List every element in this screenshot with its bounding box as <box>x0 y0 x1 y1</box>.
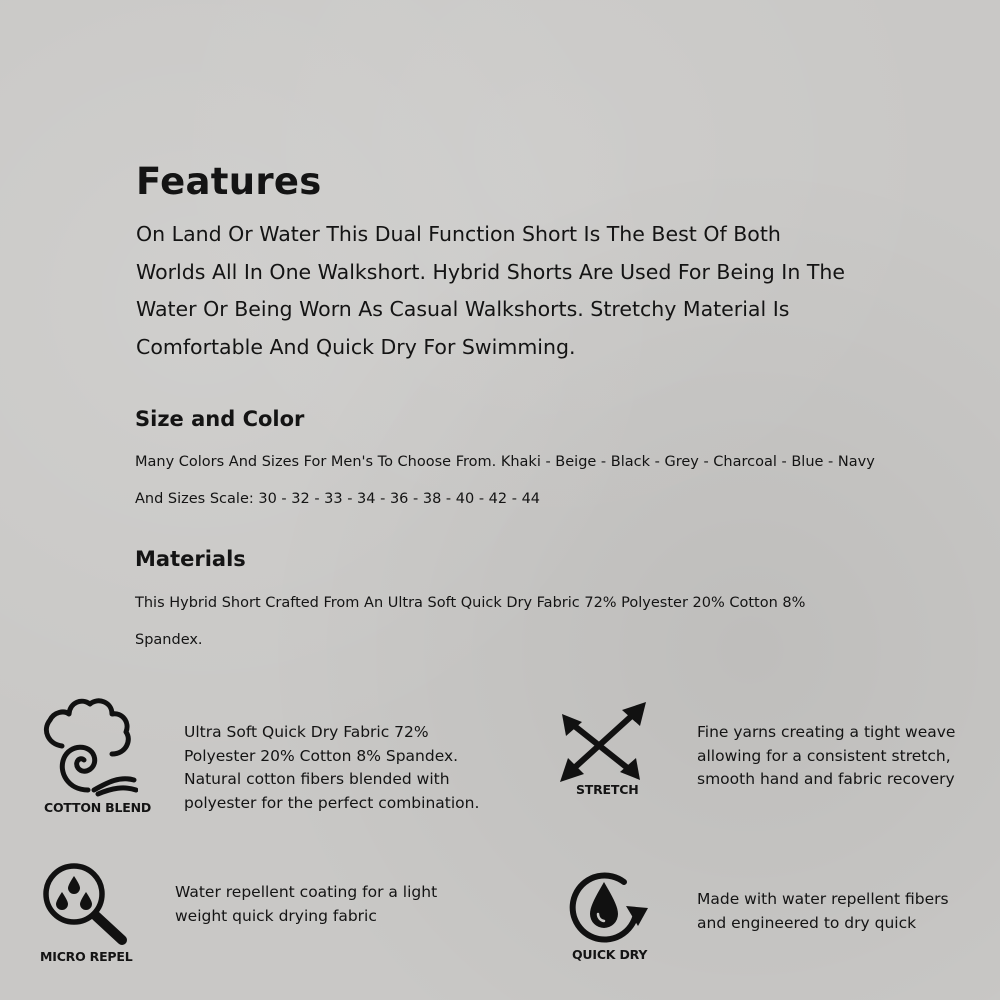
stretch-text: Fine yarns creating a tight weave allowing for a consistent stretch, smooth hand and fabric recovery <box>697 723 956 788</box>
quick-dry-icon <box>562 868 652 946</box>
micro-repel-icon <box>40 860 130 948</box>
stretch-icon <box>556 700 650 784</box>
materials-heading: Materials <box>135 547 246 571</box>
cotton-blend-label: COTTON BLEND <box>44 800 152 815</box>
materials-description: This Hybrid Short Crafted From An Ultra Soft Quick Dry Fabric 72% Polyester 20% Cotton 8% Spandex. <box>135 595 806 648</box>
features-heading: Features <box>136 160 322 203</box>
cotton-blend-text: Ultra Soft Quick Dry Fabric 72% Polyester 20% Cotton 8% Spandex. Natural cotton fibers blended with polyester for the perfect combination. <box>184 723 480 812</box>
features-description: On Land Or Water This Dual Function Short Is The Best Of Both Worlds All In One Walkshort. Hybrid Shorts Are Used For Being In The Water Or Being Worn As Casual Walkshorts. Stretchy Material Is Comfortable And Quick Dry For Swimming. <box>136 222 845 359</box>
micro-repel-text: Water repellent coating for a light weight quick drying fabric <box>175 883 438 925</box>
quick-dry-label: QUICK DRY <box>572 947 648 962</box>
quick-dry-text: Made with water repellent fibers and engineered to dry quick <box>697 890 949 932</box>
micro-repel-label: MICRO REPEL <box>40 949 133 964</box>
cotton-blend-icon <box>38 694 138 798</box>
stretch-label: STRETCH <box>576 782 639 797</box>
size-color-description: Many Colors And Sizes For Men's To Choose From. Khaki - Beige - Black - Grey - Charcoal - Blue - Navy And Sizes Scale: 30 - 32 - 33 - 34 - 36 - 38 - 40 - 42 - 44 <box>135 454 875 507</box>
size-color-heading: Size and Color <box>135 407 305 431</box>
